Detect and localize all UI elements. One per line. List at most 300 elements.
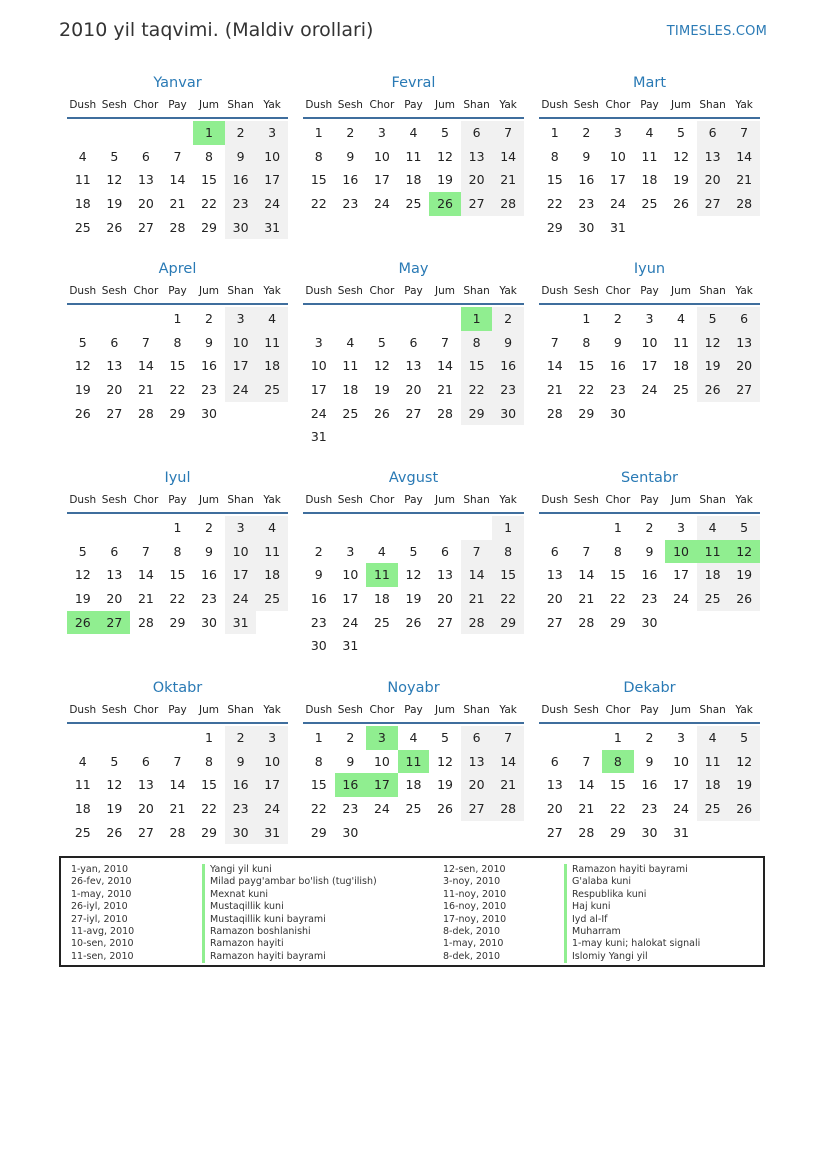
empty-day-cell <box>99 121 131 145</box>
week-row <box>303 563 524 587</box>
day-cell: 27 <box>461 797 493 821</box>
empty-day-cell <box>461 516 493 540</box>
day-cell: 29 <box>169 614 186 630</box>
header-rule <box>539 303 760 305</box>
day-cell: 19 <box>74 591 91 607</box>
day-cell: 27 <box>137 824 154 840</box>
day-cell: 22 <box>201 801 217 817</box>
day-cell: 20 <box>728 354 760 378</box>
day-cell: 13 <box>461 145 493 169</box>
empty-day-cell <box>429 634 461 658</box>
empty-day-cell <box>303 516 335 540</box>
weekday-label: Yak <box>499 704 517 716</box>
day-cell: 7 <box>441 334 449 350</box>
day-cell: 20 <box>437 591 453 607</box>
day-cell: 6 <box>110 543 119 559</box>
day-cell: 27 <box>546 824 563 840</box>
day-cell: 11 <box>74 172 91 188</box>
day-cell: 7 <box>461 540 493 564</box>
week-row <box>539 307 760 331</box>
day-cell: 6 <box>110 334 119 350</box>
day-cell: 16 <box>609 358 626 374</box>
day-cell: 5 <box>409 543 418 559</box>
day-cell: 2 <box>225 121 257 145</box>
holiday-day-cell: 26 <box>67 611 99 635</box>
week-row <box>67 168 288 192</box>
day-cell: 26 <box>373 405 390 421</box>
weekday-label: Pay <box>168 494 187 506</box>
legend-holiday-name: Muharram <box>564 926 700 938</box>
legend-holiday-name: Milad payg'ambar bo'lish (tug'ilish) <box>202 876 377 888</box>
day-cell: 6 <box>409 334 418 350</box>
day-cell: 25 <box>74 824 91 840</box>
day-cell: 16 <box>492 354 524 378</box>
week-row <box>67 797 288 821</box>
weekday-label: Jum <box>199 99 220 111</box>
day-cell: 24 <box>609 196 626 212</box>
day-cell: 4 <box>377 543 386 559</box>
month-name: Iyun <box>633 261 666 277</box>
day-cell: 7 <box>173 753 182 769</box>
day-cell: 1 <box>492 516 524 540</box>
day-cell: 22 <box>310 801 327 817</box>
day-cell: 12 <box>728 750 760 774</box>
day-cell: 5 <box>441 125 449 140</box>
legend-holiday-name: Iyd al-If <box>564 914 700 926</box>
weekday-label: Yak <box>499 494 517 506</box>
weekday-label: Shan <box>699 704 726 716</box>
day-cell: 17 <box>609 172 626 188</box>
weekday-label: Yak <box>735 494 753 506</box>
day-cell: 2 <box>205 311 213 326</box>
week-row <box>539 726 760 750</box>
day-cell: 22 <box>201 196 217 212</box>
day-cell: 23 <box>609 382 626 398</box>
empty-day-cell <box>99 726 131 750</box>
legend-holiday-name: Respublika kuni <box>564 889 700 901</box>
legend-date: 26-fev, 2010 <box>71 876 132 888</box>
day-cell: 14 <box>492 750 524 774</box>
day-cell: 9 <box>314 567 323 583</box>
day-cell: 29 <box>492 611 524 635</box>
day-cell: 28 <box>728 192 760 216</box>
day-cell: 6 <box>461 121 493 145</box>
holiday-day-cell: 26 <box>429 192 461 216</box>
day-cell: 18 <box>256 354 288 378</box>
weekday-label: Shan <box>699 99 726 111</box>
day-cell: 18 <box>697 563 729 587</box>
week-row <box>303 307 524 331</box>
day-cell: 8 <box>205 148 213 164</box>
day-cell: 14 <box>461 563 493 587</box>
weekday-label: Sesh <box>337 99 363 111</box>
week-row <box>539 563 760 587</box>
week-row <box>539 540 760 564</box>
day-cell: 5 <box>728 516 760 540</box>
week-row <box>303 611 524 635</box>
day-cell: 9 <box>225 750 257 774</box>
day-cell: 15 <box>201 172 217 188</box>
week-row <box>539 378 760 402</box>
holiday-day-cell: 17 <box>366 773 398 797</box>
day-cell: 24 <box>225 587 257 611</box>
day-cell: 30 <box>492 402 524 426</box>
day-cell: 28 <box>461 611 493 635</box>
legend-date: 1-may, 2010 <box>71 888 132 900</box>
holiday-day-cell: 12 <box>728 540 760 564</box>
weekday-label: Jum <box>199 494 220 506</box>
day-cell: 25 <box>673 382 689 398</box>
day-cell: 4 <box>346 334 355 350</box>
day-cell: 1 <box>314 730 323 745</box>
day-cell: 27 <box>697 192 729 216</box>
month-name: Iyul <box>164 470 191 486</box>
day-cell: 28 <box>137 614 154 630</box>
day-cell: 10 <box>225 540 257 564</box>
legend-date: 27-iyl, 2010 <box>71 913 128 925</box>
site-link[interactable]: TIMESLES.COM <box>666 24 767 39</box>
holiday-day-cell: 27 <box>99 611 131 635</box>
day-cell: 25 <box>405 801 422 817</box>
day-cell: 13 <box>546 567 563 583</box>
day-cell: 5 <box>78 543 87 559</box>
month-sentabr <box>539 467 760 634</box>
day-cell: 29 <box>201 824 217 840</box>
empty-day-cell <box>665 402 697 426</box>
day-cell: 28 <box>578 614 595 630</box>
empty-day-cell <box>429 425 461 449</box>
week-row <box>67 145 288 169</box>
day-cell: 9 <box>205 334 213 350</box>
week-row <box>303 540 524 564</box>
weekday-label: Yak <box>499 285 517 297</box>
day-cell: 12 <box>697 331 729 355</box>
week-row <box>67 587 288 611</box>
weekday-label: Chor <box>605 704 631 716</box>
day-cell: 21 <box>728 168 760 192</box>
day-cell: 17 <box>256 168 288 192</box>
legend-holiday-name: Ramazon hayiti <box>202 938 377 950</box>
day-cell: 16 <box>342 172 359 188</box>
day-cell: 4 <box>697 516 729 540</box>
day-cell: 30 <box>641 824 658 840</box>
holiday-day-cell: 8 <box>602 750 634 774</box>
day-cell: 10 <box>609 148 626 164</box>
day-cell: 14 <box>169 172 186 188</box>
weekday-label: Sesh <box>573 494 599 506</box>
day-cell: 26 <box>673 196 689 212</box>
day-cell: 26 <box>106 824 123 840</box>
month-name: Noyabr <box>387 680 440 696</box>
legend-holiday-name: Mustaqillik kuni <box>202 901 377 913</box>
day-cell: 30 <box>641 614 658 630</box>
day-cell: 26 <box>437 801 453 817</box>
day-cell: 18 <box>405 172 422 188</box>
day-cell: 17 <box>673 777 689 793</box>
weekday-label: Jum <box>671 285 692 297</box>
weekday-label: Dush <box>305 494 333 506</box>
day-cell: 20 <box>697 168 729 192</box>
header-rule <box>67 512 288 514</box>
empty-day-cell <box>398 516 430 540</box>
weekday-label: Shan <box>463 704 490 716</box>
day-cell: 24 <box>641 382 658 398</box>
day-cell: 12 <box>673 148 689 164</box>
day-cell: 16 <box>225 773 257 797</box>
month-name: Fevral <box>391 75 436 91</box>
weekday-label: Yak <box>263 704 281 716</box>
empty-day-cell <box>130 516 162 540</box>
day-cell: 14 <box>137 358 154 374</box>
month-mart <box>539 72 760 239</box>
day-cell: 5 <box>728 726 760 750</box>
empty-day-cell <box>256 611 288 635</box>
weekday-label: Jum <box>671 99 692 111</box>
day-cell: 15 <box>169 358 186 374</box>
day-cell: 17 <box>225 354 257 378</box>
day-cell: 9 <box>492 331 524 355</box>
empty-day-cell <box>366 516 398 540</box>
weekday-label: Pay <box>404 285 423 297</box>
legend-dates-right <box>443 864 506 963</box>
day-cell: 8 <box>173 543 182 559</box>
month-name: Sentabr <box>620 470 679 486</box>
day-cell: 28 <box>169 824 186 840</box>
weekday-label: Dush <box>541 704 569 716</box>
day-cell: 29 <box>609 614 626 630</box>
week-row <box>539 611 760 635</box>
day-cell: 21 <box>492 168 524 192</box>
day-cell: 10 <box>673 753 689 769</box>
day-cell: 2 <box>613 311 622 326</box>
empty-day-cell <box>697 821 729 845</box>
empty-day-cell <box>398 307 430 331</box>
header-rule <box>539 512 760 514</box>
empty-day-cell <box>634 402 666 426</box>
weekday-label: Shan <box>463 494 490 506</box>
day-cell: 7 <box>141 334 150 350</box>
day-cell: 26 <box>74 405 91 421</box>
week-row <box>539 516 760 540</box>
empty-day-cell <box>67 307 99 331</box>
day-cell: 6 <box>141 753 150 769</box>
month-name: Dekabr <box>623 680 676 696</box>
weekday-label: Shan <box>227 285 254 297</box>
day-cell: 3 <box>677 520 685 535</box>
day-cell: 14 <box>578 567 595 583</box>
weekday-label: Shan <box>463 99 490 111</box>
day-cell: 28 <box>437 405 453 421</box>
weekday-label: Jum <box>435 494 456 506</box>
day-cell: 17 <box>373 172 390 188</box>
day-cell: 15 <box>201 777 217 793</box>
day-cell: 30 <box>225 216 257 240</box>
day-cell: 20 <box>405 382 422 398</box>
weekday-label: Shan <box>699 494 726 506</box>
month-name: Aprel <box>158 261 197 277</box>
weekday-label: Pay <box>168 704 187 716</box>
day-cell: 23 <box>641 801 658 817</box>
weekday-label: Jum <box>435 285 456 297</box>
legend-holiday-name: Ramazon boshlanishi <box>202 926 377 938</box>
week-row <box>303 378 524 402</box>
week-row <box>539 750 760 774</box>
weekday-label: Yak <box>263 99 281 111</box>
legend-holiday-name: G'alaba kuni <box>564 876 700 888</box>
day-cell: 22 <box>310 196 327 212</box>
day-cell: 15 <box>169 567 186 583</box>
week-row <box>67 726 288 750</box>
day-cell: 16 <box>641 777 658 793</box>
day-cell: 4 <box>78 148 87 164</box>
month-noyabr <box>303 677 524 844</box>
day-cell: 6 <box>141 148 150 164</box>
weekday-header <box>303 280 524 303</box>
day-cell: 2 <box>314 543 323 559</box>
day-cell: 12 <box>106 777 123 793</box>
day-cell: 11 <box>256 331 288 355</box>
day-cell: 11 <box>342 358 359 374</box>
day-cell: 14 <box>578 777 595 793</box>
day-cell: 10 <box>310 358 327 374</box>
day-cell: 23 <box>225 797 257 821</box>
day-cell: 16 <box>578 172 595 188</box>
day-cell: 14 <box>137 567 154 583</box>
day-cell: 1 <box>582 311 591 326</box>
weekday-label: Dush <box>305 704 333 716</box>
day-cell: 30 <box>225 821 257 845</box>
day-cell: 15 <box>609 567 626 583</box>
day-cell: 22 <box>169 382 186 398</box>
day-cell: 8 <box>205 753 213 769</box>
day-cell: 21 <box>169 196 186 212</box>
day-cell: 9 <box>225 145 257 169</box>
weekday-label: Yak <box>735 285 753 297</box>
weekday-label: Shan <box>227 704 254 716</box>
day-cell: 25 <box>405 196 422 212</box>
day-cell: 5 <box>110 148 119 164</box>
day-cell: 18 <box>641 172 658 188</box>
day-cell: 3 <box>256 726 288 750</box>
day-cell: 19 <box>405 591 422 607</box>
day-cell: 2 <box>225 726 257 750</box>
weekday-label: Sesh <box>573 285 599 297</box>
day-cell: 17 <box>641 358 658 374</box>
day-cell: 27 <box>461 192 493 216</box>
legend-date: 11-sen, 2010 <box>71 950 134 962</box>
month-oktabr <box>67 677 288 844</box>
week-row <box>539 797 760 821</box>
legend-date: 10-sen, 2010 <box>71 938 134 950</box>
day-cell: 31 <box>256 821 288 845</box>
weekday-label: Dush <box>69 285 97 297</box>
day-cell: 3 <box>225 307 257 331</box>
weekday-header <box>539 489 760 512</box>
week-row <box>303 516 524 540</box>
day-cell: 4 <box>409 730 418 745</box>
weekday-label: Jum <box>435 99 456 111</box>
day-cell: 7 <box>492 121 524 145</box>
empty-day-cell <box>67 516 99 540</box>
empty-day-cell <box>162 726 194 750</box>
legend-date: 1-yan, 2010 <box>71 864 128 875</box>
weekday-label: Chor <box>369 285 395 297</box>
week-row <box>539 821 760 845</box>
day-cell: 23 <box>201 591 217 607</box>
day-cell: 18 <box>673 358 689 374</box>
day-cell: 19 <box>106 196 123 212</box>
week-row <box>539 192 760 216</box>
day-cell: 25 <box>697 797 729 821</box>
day-cell: 6 <box>550 543 559 559</box>
week-row <box>303 587 524 611</box>
day-cell: 23 <box>310 614 327 630</box>
day-cell: 12 <box>373 358 390 374</box>
day-cell: 4 <box>409 125 418 140</box>
empty-day-cell <box>728 821 760 845</box>
empty-day-cell <box>728 216 760 240</box>
weekday-label: Shan <box>227 99 254 111</box>
day-cell: 1 <box>314 125 323 140</box>
legend-date: 16-noy, 2010 <box>443 901 507 913</box>
empty-day-cell <box>429 516 461 540</box>
day-cell: 23 <box>225 192 257 216</box>
day-cell: 19 <box>74 382 91 398</box>
day-cell: 19 <box>437 172 453 188</box>
day-cell: 23 <box>641 591 658 607</box>
day-cell: 16 <box>310 591 327 607</box>
day-cell: 31 <box>310 429 327 445</box>
legend-holiday-name: Ramazon hayiti bayrami <box>202 951 377 963</box>
empty-day-cell <box>539 726 571 750</box>
day-cell: 12 <box>437 148 453 164</box>
weekday-label: Jum <box>199 285 220 297</box>
day-cell: 2 <box>645 730 654 745</box>
weekday-label: Pay <box>168 99 187 111</box>
day-cell: 7 <box>582 753 591 769</box>
day-cell: 23 <box>342 196 359 212</box>
day-cell: 7 <box>173 148 182 164</box>
day-cell: 17 <box>310 382 327 398</box>
month-name: Mart <box>632 75 667 91</box>
legend-holiday-name: Mustaqillik kuni bayrami <box>202 914 377 926</box>
day-cell: 3 <box>346 543 355 559</box>
week-row <box>539 587 760 611</box>
day-cell: 1 <box>205 730 213 745</box>
empty-day-cell <box>366 307 398 331</box>
weekday-header <box>303 94 524 117</box>
day-cell: 1 <box>173 520 182 535</box>
week-row <box>67 516 288 540</box>
day-cell: 28 <box>169 219 186 235</box>
day-cell: 13 <box>437 567 453 583</box>
holiday-day-cell: 10 <box>665 540 697 564</box>
day-cell: 10 <box>225 331 257 355</box>
weekday-label: Jum <box>671 494 692 506</box>
day-cell: 28 <box>492 192 524 216</box>
empty-day-cell <box>398 821 430 845</box>
day-cell: 5 <box>677 125 685 140</box>
day-cell: 4 <box>256 307 288 331</box>
day-cell: 2 <box>492 307 524 331</box>
weekday-label: Chor <box>369 494 395 506</box>
day-cell: 26 <box>405 614 422 630</box>
day-cell: 6 <box>461 726 493 750</box>
day-cell: 19 <box>728 563 760 587</box>
weekday-label: Dush <box>541 494 569 506</box>
day-cell: 29 <box>461 402 493 426</box>
day-cell: 31 <box>256 216 288 240</box>
